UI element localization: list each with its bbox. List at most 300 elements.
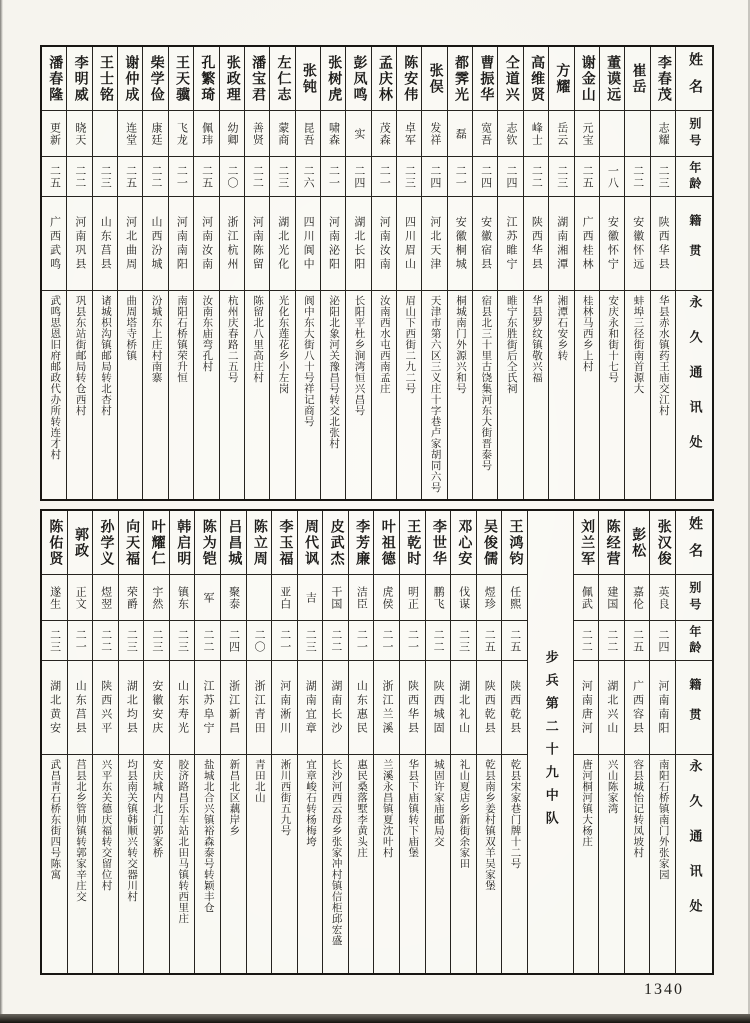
- address-cell: [473, 291, 497, 499]
- age-value: 二二: [631, 164, 644, 189]
- native-value: 河南汝南: [200, 215, 213, 272]
- age-value: 二一: [175, 164, 188, 189]
- age-cell: [477, 621, 502, 661]
- native-cell: [625, 197, 649, 291]
- person-column: [193, 47, 218, 499]
- age-cell: [93, 157, 117, 197]
- alias-value: 蒙商: [276, 121, 289, 146]
- name-value: 李明威: [72, 54, 88, 103]
- name-value: 孔繁琦: [199, 54, 215, 103]
- page-number: 1340: [644, 981, 684, 998]
- name-cell: [349, 511, 374, 575]
- address-cell: [170, 755, 195, 973]
- age-cell: [422, 157, 446, 197]
- native-cell: [524, 197, 548, 291]
- name-value: 李春茂: [655, 54, 671, 103]
- name-value: 张俣: [427, 62, 443, 95]
- native-cell: [42, 661, 67, 755]
- name-value: 李玉福: [277, 518, 293, 567]
- address-cell: [549, 291, 573, 499]
- age-value: 二三: [176, 628, 189, 653]
- person-column: [574, 47, 599, 499]
- address-value: 胶济路昌乐车站北田马镇转西里庄: [177, 759, 189, 924]
- native-cell: [119, 661, 144, 755]
- address-cell: [42, 755, 67, 973]
- native-value: 河北天津: [428, 215, 441, 272]
- address-cell: [397, 291, 421, 499]
- alias-cell: [247, 575, 272, 621]
- alias-cell: [298, 575, 323, 621]
- name-value: 李世华: [430, 518, 446, 567]
- address-value: 乾县宋家巷门牌十二号: [509, 759, 521, 869]
- name-value: 彭松: [630, 526, 646, 559]
- age-cell: [346, 157, 370, 197]
- name-value: 曹振华: [478, 54, 494, 103]
- age-value: 二三: [555, 164, 568, 189]
- address-cell: [247, 755, 272, 973]
- age-value: 二二: [530, 164, 543, 189]
- header-alias-label: 别号: [687, 580, 702, 615]
- address-value: 华县赤水镇药王庙交江村: [657, 295, 669, 416]
- alias-value: 干国: [329, 585, 342, 610]
- age-cell: [625, 621, 650, 661]
- person-column: [320, 47, 345, 499]
- address-value: 宜章峻石转杨梅垮: [305, 759, 316, 847]
- person-column: [501, 511, 527, 973]
- person-column: [117, 47, 142, 499]
- name-value: 孟庆林: [376, 54, 392, 103]
- address-cell: [296, 291, 320, 499]
- address-value: 惠民桑落墅李黄头庄: [356, 759, 368, 858]
- person-column: [371, 47, 396, 499]
- alias-value: 卓军: [403, 121, 416, 146]
- alias-value: 磊: [454, 127, 467, 140]
- person-column: [421, 47, 446, 499]
- age-cell: [67, 157, 91, 197]
- scan-edge-bottom: [0, 1014, 750, 1023]
- age-value: 二二: [149, 164, 162, 189]
- address-value: 宿县北三十里古饶集河东大街晋泰号: [480, 295, 492, 471]
- alias-cell: [349, 575, 374, 621]
- name-cell: [143, 47, 167, 111]
- address-cell: [93, 291, 117, 499]
- name-cell: [272, 511, 297, 575]
- age-cell: [298, 621, 323, 661]
- alias-cell: [524, 111, 548, 157]
- native-cell: [93, 661, 118, 755]
- name-value: 陈经营: [604, 518, 620, 567]
- name-value: 王乾时: [405, 518, 421, 567]
- name-cell: [67, 47, 91, 111]
- address-value: 盐城北合兴镇裕森泰号转颖丰仓: [202, 759, 214, 913]
- age-cell: [625, 157, 649, 197]
- person-column: [345, 47, 370, 499]
- native-cell: [93, 197, 117, 291]
- address-cell: [272, 755, 297, 973]
- name-value: 崔岳: [630, 62, 646, 95]
- address-value: 长阳平杜乡涧湾恒兴昌号: [353, 295, 365, 416]
- alias-cell: [296, 111, 320, 157]
- header-alias-cell: [676, 111, 712, 157]
- header-native-label: 籍贯: [687, 677, 702, 738]
- address-value: 华县下庙镇转下庙堡: [407, 759, 419, 858]
- alias-cell: [245, 111, 269, 157]
- person-column: [92, 47, 117, 499]
- native-value: 陕西乾县: [483, 679, 496, 736]
- person-column: [447, 47, 472, 499]
- name-value: 向天福: [124, 518, 140, 567]
- address-cell: [143, 291, 167, 499]
- name-value: 韩启明: [175, 518, 191, 567]
- alias-cell: [549, 111, 573, 157]
- alias-cell: [93, 575, 118, 621]
- alias-cell: [397, 111, 421, 157]
- name-cell: [477, 511, 502, 575]
- person-column: [92, 511, 118, 973]
- native-cell: [448, 197, 472, 291]
- age-value: 二一: [378, 164, 391, 189]
- person-column: [472, 47, 497, 499]
- address-cell: [349, 755, 374, 973]
- age-cell: [397, 157, 421, 197]
- address-cell: [498, 291, 522, 499]
- address-value: 淅川西街五九号: [279, 759, 291, 836]
- age-value: 二三: [150, 628, 163, 653]
- native-value: 河南唐河: [580, 679, 593, 736]
- alias-value: 连堂: [124, 121, 137, 146]
- alias-value: 荣爵: [125, 585, 138, 610]
- address-cell: [270, 291, 294, 499]
- address-cell: [422, 291, 446, 499]
- alias-cell: [169, 111, 193, 157]
- address-cell: [68, 755, 93, 973]
- unit-section-column: [527, 511, 573, 973]
- name-cell: [625, 511, 650, 575]
- native-cell: [549, 197, 573, 291]
- alias-cell: [625, 111, 649, 157]
- name-value: 彭凤鸣: [351, 54, 367, 103]
- name-value: 皮武杰: [328, 518, 344, 567]
- address-value: 陈留北八里高庄村: [252, 295, 264, 383]
- age-value: 二三: [48, 628, 61, 653]
- age-cell: [119, 621, 144, 661]
- age-value: 二〇: [253, 628, 266, 653]
- alias-value: 宽吾: [479, 121, 492, 146]
- age-cell: [524, 157, 548, 197]
- age-value: 二五: [483, 628, 496, 653]
- age-value: 二一: [74, 628, 87, 653]
- name-cell: [400, 511, 425, 575]
- native-value: 山东莒县: [74, 679, 87, 736]
- name-cell: [119, 511, 144, 575]
- address-cell: [575, 291, 599, 499]
- name-value: 陈安伟: [402, 54, 418, 103]
- native-value: 湖北兴山: [605, 679, 618, 736]
- name-value: 左仁志: [275, 54, 291, 103]
- age-cell: [650, 621, 675, 661]
- person-column: [548, 47, 573, 499]
- name-value: 方耀: [554, 62, 570, 95]
- native-value: 湖北黄安: [48, 679, 61, 736]
- alias-cell: [194, 111, 218, 157]
- alias-value: 元宝: [581, 121, 594, 146]
- alias-value: 英良: [657, 585, 670, 610]
- name-cell: [600, 47, 624, 111]
- name-cell: [625, 47, 649, 111]
- address-cell: [574, 755, 599, 973]
- address-value: 南阳石桥镇南门外张家园: [657, 759, 669, 880]
- name-cell: [169, 47, 193, 111]
- name-value: 吴俊儒: [481, 518, 497, 567]
- age-value: 二四: [227, 628, 240, 653]
- age-cell: [473, 157, 497, 197]
- alias-cell: [374, 575, 399, 621]
- age-cell: [374, 621, 399, 661]
- alias-value: 洁臣: [355, 585, 368, 610]
- address-cell: [144, 755, 169, 973]
- person-column: [169, 511, 195, 973]
- age-value: 二五: [124, 164, 137, 189]
- native-value: 广西武鸣: [48, 215, 61, 272]
- header-address-label: 永久通讯处: [687, 759, 703, 934]
- native-cell: [298, 661, 323, 755]
- alias-cell: [119, 575, 144, 621]
- native-cell: [600, 197, 624, 291]
- native-cell: [169, 197, 193, 291]
- address-cell: [220, 291, 244, 499]
- native-value: 陕西华县: [406, 679, 419, 736]
- native-value: 陕西城固: [432, 679, 445, 736]
- native-cell: [473, 197, 497, 291]
- name-value: 谢仲成: [123, 54, 139, 103]
- header-alias-cell: [676, 575, 712, 621]
- person-column: [220, 511, 246, 973]
- native-cell: [426, 661, 451, 755]
- person-column: [67, 511, 93, 973]
- address-value: 礼山夏店乡新街余家田: [458, 759, 470, 869]
- age-cell: [400, 621, 425, 661]
- age-cell: [143, 157, 167, 197]
- age-cell: [245, 157, 269, 197]
- alias-value: 佩玮: [200, 121, 213, 146]
- name-value: 李芳廉: [354, 518, 370, 567]
- address-cell: [323, 755, 348, 973]
- native-value: 安徽桐城: [454, 215, 467, 272]
- alias-cell: [498, 111, 522, 157]
- name-cell: [296, 47, 320, 111]
- age-cell: [651, 157, 675, 197]
- name-value: 叶祖德: [379, 518, 395, 567]
- native-value: 安徽怀远: [631, 215, 644, 272]
- address-cell: [600, 291, 624, 499]
- address-cell: [448, 291, 472, 499]
- native-value: 浙江兰溪: [380, 679, 393, 736]
- address-value: 华县罗纹镇敬兴福: [531, 295, 543, 383]
- native-value: 四川阆中: [302, 215, 315, 272]
- age-cell: [195, 621, 220, 661]
- age-cell: [169, 157, 193, 197]
- age-value: 二一: [406, 628, 419, 653]
- address-value: 安庆城内北门郭家桥: [151, 759, 163, 858]
- name-value: 叶耀仁: [149, 518, 165, 567]
- address-cell: [651, 291, 675, 499]
- alias-cell: [321, 111, 345, 157]
- name-value: 张钝: [300, 62, 316, 95]
- native-value: 河南淅川: [278, 679, 291, 736]
- native-cell: [118, 197, 142, 291]
- name-value: 邓心安: [456, 518, 472, 567]
- header-name-label: 姓名: [687, 51, 703, 106]
- header-native-cell: [676, 661, 712, 755]
- address-value: 城固许家庙邮局交: [432, 759, 444, 847]
- address-value: 天津市第六区三义庄十字巷卢家胡同六号: [429, 295, 441, 493]
- age-cell: [247, 621, 272, 661]
- alias-cell: [477, 575, 502, 621]
- name-cell: [502, 511, 527, 575]
- name-cell: [93, 511, 118, 575]
- age-cell: [42, 621, 67, 661]
- native-value: 河南陈留: [251, 215, 264, 272]
- person-column: [399, 511, 425, 973]
- native-cell: [42, 197, 66, 291]
- address-value: 唐河桐河镇大杨庄: [581, 759, 593, 847]
- person-column: [450, 511, 476, 973]
- name-cell: [195, 511, 220, 575]
- name-cell: [323, 511, 348, 575]
- age-cell: [118, 157, 142, 197]
- age-cell: [68, 621, 93, 661]
- age-value: 二二: [432, 628, 445, 653]
- address-cell: [524, 291, 548, 499]
- age-value: 二二: [580, 628, 593, 653]
- header-native-label: 籍贯: [687, 213, 702, 274]
- address-cell: [451, 755, 476, 973]
- age-value: 二四: [504, 164, 517, 189]
- native-cell: [143, 197, 167, 291]
- age-value: 二五: [200, 164, 213, 189]
- alias-cell: [651, 111, 675, 157]
- age-value: 二二: [329, 628, 342, 653]
- age-value: 二三: [99, 164, 112, 189]
- name-cell: [220, 47, 244, 111]
- age-cell: [599, 621, 624, 661]
- age-cell: [321, 157, 345, 197]
- name-cell: [451, 511, 476, 575]
- address-value: 睢宁东胜街后仝氏祠: [505, 295, 517, 394]
- name-cell: [144, 511, 169, 575]
- native-value: 山西汾城: [149, 215, 162, 272]
- person-column: [143, 511, 169, 973]
- address-cell: [119, 755, 144, 973]
- name-value: 谢金山: [579, 54, 595, 103]
- age-cell: [600, 157, 624, 197]
- address-cell: [400, 755, 425, 973]
- alias-value: 志钦: [504, 121, 517, 146]
- name-value: 仝道兴: [503, 54, 519, 103]
- age-value: 二二: [605, 628, 618, 653]
- native-cell: [323, 661, 348, 755]
- alias-value: 聚泰: [227, 585, 240, 610]
- native-cell: [346, 197, 370, 291]
- native-value: 湖南宜章: [304, 679, 317, 736]
- address-cell: [245, 291, 269, 499]
- age-value: 二五: [581, 164, 594, 189]
- address-value: 光化东莲花乡小左岗: [277, 295, 289, 394]
- alias-value: 晓天: [73, 121, 86, 146]
- native-cell: [397, 197, 421, 291]
- address-value: 汝南东庙弯孔村: [201, 295, 213, 372]
- address-value: 均县南关镇韩顺兴转交器川村: [126, 759, 138, 902]
- address-value: 诸城枳沟镇邮局转北杏村: [99, 295, 111, 416]
- name-cell: [194, 47, 218, 111]
- alias-value: 峰士: [530, 121, 543, 146]
- age-cell: [42, 157, 66, 197]
- name-value: 郭政: [72, 526, 88, 559]
- address-cell: [93, 755, 118, 973]
- alias-cell: [426, 575, 451, 621]
- person-column: [297, 511, 323, 973]
- age-value: 二三: [403, 164, 416, 189]
- roster-table-bottom: [40, 509, 714, 975]
- address-cell: [298, 755, 323, 973]
- native-value: 陕西华县: [657, 215, 670, 272]
- age-value: 二一: [380, 628, 393, 653]
- person-column: [194, 511, 220, 973]
- address-value: 容县城怡记转凤坡村: [632, 759, 644, 858]
- alias-value: 伐谋: [457, 585, 470, 610]
- person-column: [142, 47, 167, 499]
- name-cell: [426, 511, 451, 575]
- person-column: [599, 47, 624, 499]
- alias-cell: [448, 111, 472, 157]
- native-cell: [272, 661, 297, 755]
- person-column: [244, 47, 269, 499]
- alias-value: 明正: [406, 585, 419, 610]
- alias-cell: [346, 111, 370, 157]
- name-value: 潘春隆: [47, 54, 63, 103]
- age-cell: [323, 621, 348, 661]
- age-cell: [170, 621, 195, 661]
- address-cell: [221, 755, 246, 973]
- native-value: 湖北均县: [125, 679, 138, 736]
- native-cell: [270, 197, 294, 291]
- alias-value: 昆吾: [302, 121, 315, 146]
- alias-cell: [625, 575, 650, 621]
- header-age-label: 年龄: [687, 160, 702, 193]
- alias-cell: [323, 575, 348, 621]
- name-cell: [298, 511, 323, 575]
- name-cell: [524, 47, 548, 111]
- person-column: [573, 511, 599, 973]
- alias-value: 善贤: [251, 121, 264, 146]
- name-cell: [118, 47, 142, 111]
- address-value: 泌阳北象河关豫昌号转交北张村: [328, 295, 340, 449]
- name-cell: [321, 47, 345, 111]
- native-value: 河南泌阳: [327, 215, 340, 272]
- name-cell: [448, 47, 472, 111]
- age-value: 二二: [202, 628, 215, 653]
- native-value: 浙江青田: [253, 679, 266, 736]
- native-value: 湖南长沙: [329, 679, 342, 736]
- native-cell: [502, 661, 527, 755]
- name-value: 潘宝君: [250, 54, 266, 103]
- alias-cell: [599, 575, 624, 621]
- age-cell: [270, 157, 294, 197]
- name-value: 吕昌城: [226, 518, 242, 567]
- native-cell: [195, 661, 220, 755]
- person-column: [295, 47, 320, 499]
- alias-cell: [220, 111, 244, 157]
